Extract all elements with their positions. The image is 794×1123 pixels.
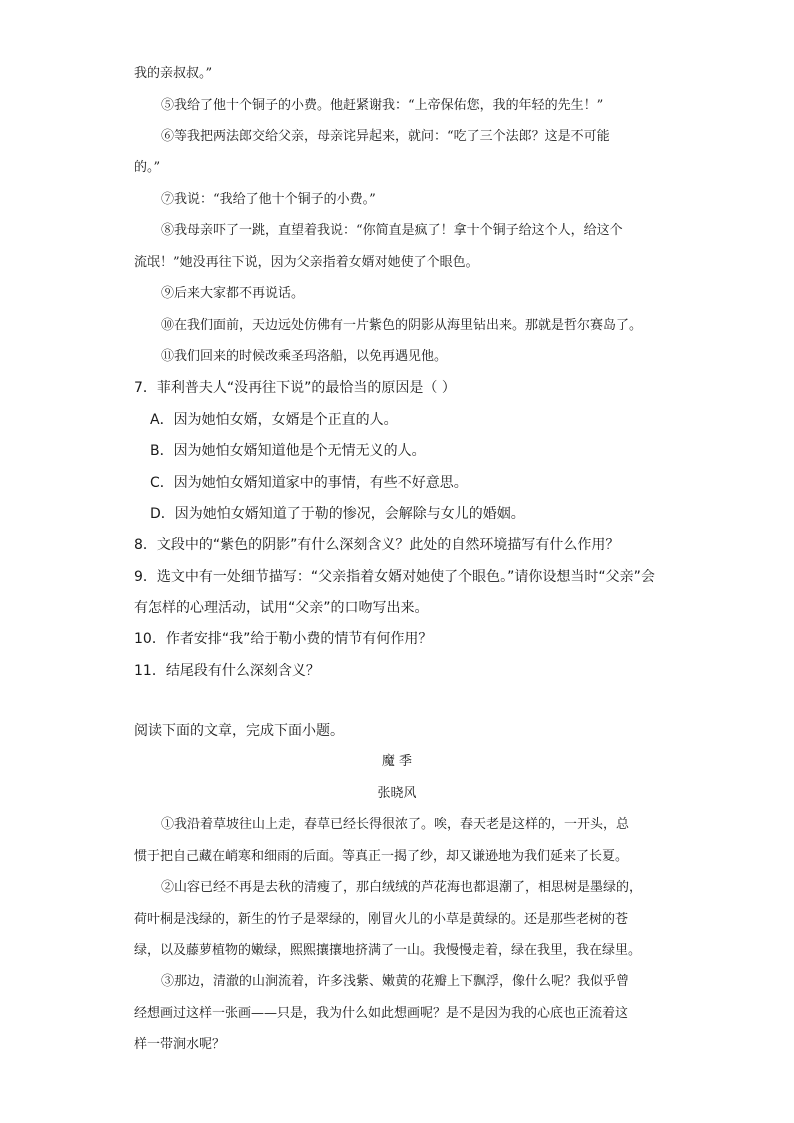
paragraph-9: ⑨后来大家都不再说话。	[161, 286, 305, 301]
article-line: 荷叶桐是浅绿的，新生的竹子是翠绿的，刚冒火儿的小草是黄绿的。还是那些老树的苍	[134, 912, 629, 927]
question-7-option-d: D．因为她怕女婿知道了于勒的惨况，会解除与女儿的婚姻。	[150, 506, 525, 522]
paragraph-10: ⑩在我们面前，天边远处仿佛有一片紫色的阴影从海里钻出来。那就是哲尔赛岛了。	[161, 318, 643, 333]
article-line: 样一带涧水呢？	[134, 1037, 226, 1052]
paragraph-6: ⑥等我把两法郎交给父亲，母亲诧异起来，就问：“吃了三个法郎？这是不可能	[161, 129, 610, 144]
question-9: 9．选文中有一处细节描写：“父亲指着女婿对她使了个眼色。”请你设想当时“父亲”会	[134, 569, 655, 585]
paragraph-5: ⑤我给了他十个铜子的小费。他赶紧谢我：“上帝保佑您，我的年轻的先生！”	[161, 98, 604, 113]
article-line: 惯于把自己藏在峭寒和细雨的后面。等真正一揭了纱，却又谦逊地为我们延来了长夏。	[134, 849, 629, 864]
paragraph-7: ⑦我说：“我给了他十个铜子的小费。”	[161, 192, 376, 207]
question-7-option-b: B．因为她怕女婿知道他是个无情无义的人。	[150, 443, 426, 459]
passage-line: 流氓！”她没再往下说，因为父亲指着女婿对她使了个眼色。	[134, 255, 479, 270]
passage-line: 我的亲叔叔。”	[134, 66, 213, 81]
paragraph-8: ⑧我母亲吓了一跳，直望着我说：“你简直是疯了！拿十个铜子给这个人，给这个	[161, 223, 623, 238]
question-7-option-a: A．因为她怕女婿，女婿是个正直的人。	[150, 412, 398, 428]
question-8: 8．文段中的“紫色的阴影”有什么深刻含义？此处的自然环境描写有什么作用？	[134, 537, 620, 553]
article-paragraph-3: ③那边，清澈的山涧流着，许多浅紫、嫩黄的花瓣上下飘浮，像什么呢？我似乎曾	[161, 974, 630, 989]
article-paragraph-2: ②山容已经不再是去秋的清瘦了，那白绒绒的芦花海也都退潮了，相思树是墨绿的，	[161, 880, 643, 895]
article-line: 绿，以及藤萝植物的嫩绿，熙熙攘攘地挤满了一山。我慢慢走着，绿在我里，我在绿里。	[134, 943, 642, 958]
question-10: 10．作者安排“我”给于勒小费的情节有何作用？	[134, 631, 433, 647]
article-paragraph-1: ①我沿着草坡往山上走，春草已经长得很浓了。唉，春天老是这样的，一开头，总	[161, 817, 630, 832]
passage-line: 的。”	[134, 160, 161, 175]
question-7: 7．菲利普夫人“没再往下说”的最恰当的原因是（ ）	[134, 380, 456, 396]
article-title: 魔 季	[381, 754, 413, 769]
question-7-option-c: C．因为她怕女婿知道家中的事情，有些不好意思。	[150, 475, 468, 491]
question-9-continued: 有怎样的心理活动，试用“父亲”的口吻写出来。	[134, 600, 429, 616]
article-author: 张晓风	[377, 786, 417, 801]
paragraph-11: ⑪我们回来的时候改乘圣玛洛船，以免再遇见他。	[161, 349, 448, 364]
article-line: 经想画过这样一张画——只是，我为什么如此想画呢？是不是因为我的心底也正流着这	[134, 1006, 629, 1021]
reading-instruction: 阅读下面的文章，完成下面小题。	[134, 723, 344, 739]
question-11: 11．结尾段有什么深刻含义？	[134, 663, 320, 679]
